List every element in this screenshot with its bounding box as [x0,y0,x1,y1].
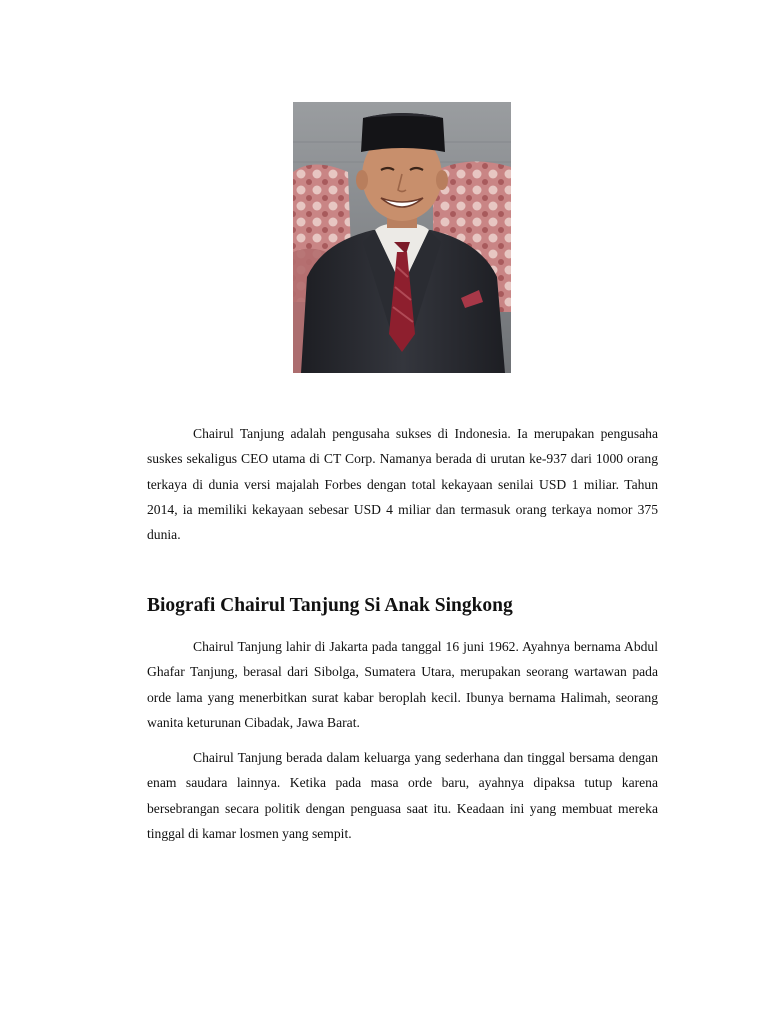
portrait-illustration [293,102,511,373]
portrait-photo [293,102,511,373]
section-heading: Biografi Chairul Tanjung Si Anak Singkong [147,595,513,616]
bio-paragraph-1: Chairul Tanjung lahir di Jakarta pada tanggal 16 juni 1962. Ayahnya bernama Abdul Ghafar Tanjung, berasal dari Sibolga, Sumatera Utara, merupakan seorang wartawan pada orde lama yang menerbitkan surat kabar beroplah kecil. Ibunya bernama Halimah, seorang wanita keturunan Cibadak, Jawa Barat. [147,639,658,730]
bio-paragraph-2: Chairul Tanjung berada dalam keluarga yang sederhana dan tinggal bersama dengan enam saudara lainnya. Ketika pada masa orde baru, ayahnya dipaksa tutup karena bersebrangan secara politik dengan penguasa saat itu. Keadaan ini yang membuat mereka tinggal di kamar losmen yang sempit. [147,750,658,841]
intro-paragraph: Chairul Tanjung adalah pengusaha sukses di Indonesia. Ia merupakan pengusaha suskes sekaligus CEO utama di CT Corp. Namanya berada di urutan ke-937 dari 1000 orang terkaya di dunia versi majalah Forbes dengan total kekayaan senilai USD 1 miliar. Tahun 2014, ia memiliki kekayaan sebesar USD 4 miliar dan termasuk orang terkaya nomor 375 dunia. [147,426,658,543]
